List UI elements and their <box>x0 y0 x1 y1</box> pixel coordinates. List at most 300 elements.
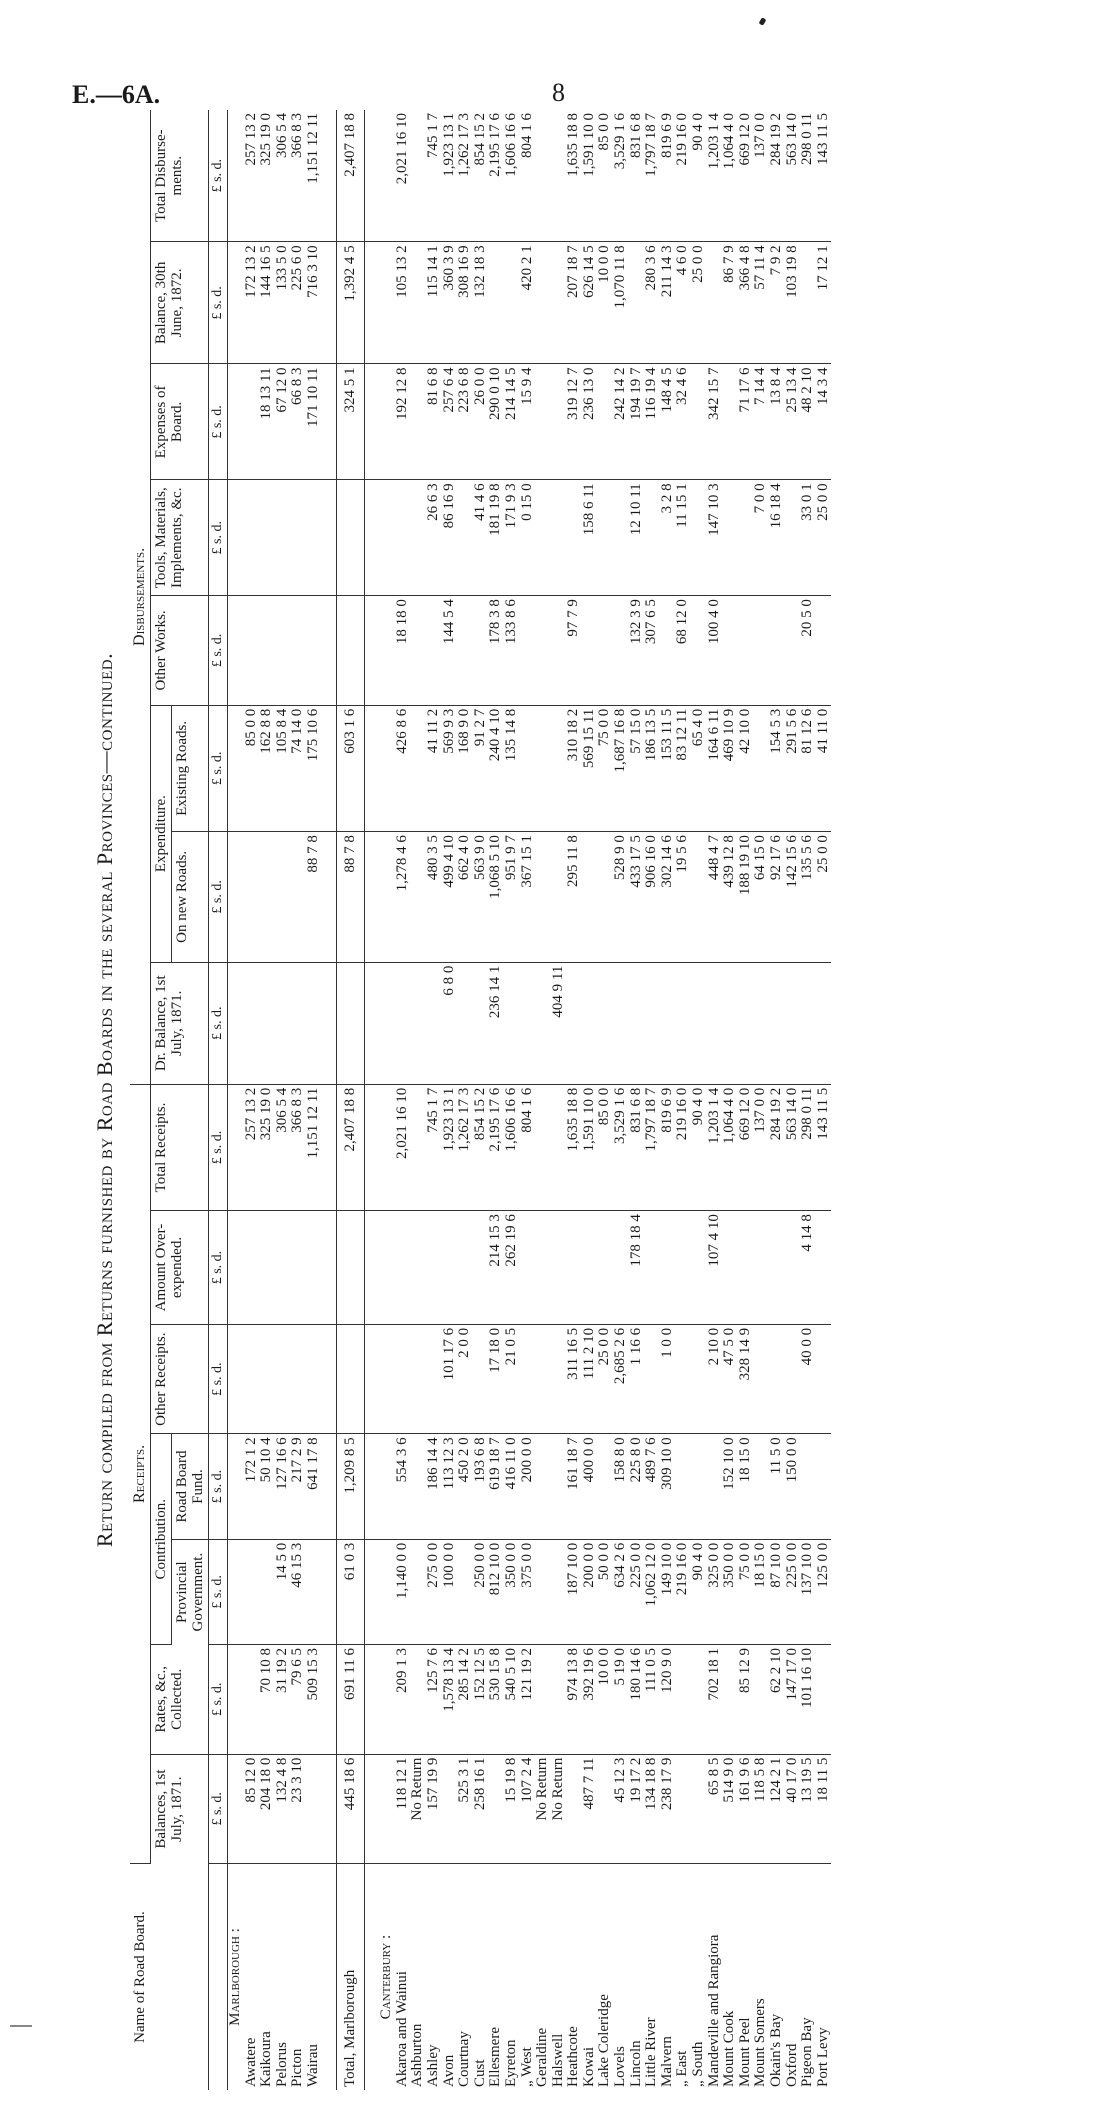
board-name: „ South <box>690 2041 707 2087</box>
empty-cell <box>379 1434 395 1539</box>
cell-value: 433 17 5 <box>629 832 645 963</box>
empty-cell <box>379 480 395 596</box>
cell-value: 257 13 2 <box>244 110 260 242</box>
units-label: £ s. d. <box>209 1211 228 1325</box>
cell-value: 23 3 10 <box>290 1754 306 1864</box>
cell-value: 168 9 0 <box>457 705 473 831</box>
cell-value: 240 4 10 <box>488 705 504 831</box>
cell-value <box>535 832 551 963</box>
rotated-return-table <box>90 110 1065 2090</box>
cell-value <box>410 1645 426 1755</box>
cell-value: 178 3 8 <box>488 596 504 706</box>
cell-value: 13 8 4 <box>769 364 785 480</box>
cell-value: 154 5 3 <box>769 705 785 831</box>
empty-cell <box>228 110 244 242</box>
cell-value <box>535 1539 551 1644</box>
cell-value: 569 9 3 <box>442 705 458 831</box>
board-name: Kowai <box>580 2047 597 2087</box>
cell-value <box>566 1211 582 1325</box>
cell-value: 14 3 4 <box>816 364 832 480</box>
cell-value: 161 18 7 <box>566 1434 582 1539</box>
cell-value <box>769 1324 785 1434</box>
cell-value: 1,578 13 4 <box>442 1645 458 1755</box>
cell-value: 125 0 0 <box>816 1539 832 1644</box>
cell-value: 135 5 6 <box>800 832 816 963</box>
empty-cell <box>379 242 395 364</box>
empty-cell <box>322 596 337 706</box>
cell-value: 3 2 8 <box>660 480 676 596</box>
col-rates: Rates, &c., Collected. <box>151 1645 209 1755</box>
empty-cell <box>365 1539 380 1644</box>
empty-cell <box>228 1539 244 1644</box>
cell-value <box>660 596 676 706</box>
cell-value <box>535 962 551 1084</box>
col-name: Name of Road Board. <box>130 1864 209 2090</box>
cell-value <box>675 1434 691 1539</box>
cell-value: 81 12 6 <box>800 705 816 831</box>
cell-value: 366 4 8 <box>738 242 754 364</box>
units-label: £ s. d. <box>209 705 228 831</box>
cell-value: 310 18 2 <box>566 705 582 831</box>
empty-cell <box>365 480 380 596</box>
cell-value: 325 19 0 <box>259 1084 275 1210</box>
cell-value <box>520 1211 536 1325</box>
cell-value: 525 3 1 <box>457 1754 473 1864</box>
cell-value <box>410 1539 426 1644</box>
cell-value <box>275 1211 291 1325</box>
cell-value: 819 6 9 <box>660 1084 676 1210</box>
table-row <box>816 110 832 2090</box>
board-name: Kaikoura <box>258 2031 275 2087</box>
cell-value: 448 4 7 <box>707 832 723 963</box>
cell-value: 164 6 11 <box>707 705 723 831</box>
cell-value <box>738 480 754 596</box>
cell-value: 41 4 6 <box>473 480 489 596</box>
cell-value: 31 19 2 <box>275 1645 291 1755</box>
cell-value: 134 18 8 <box>644 1754 660 1864</box>
cell-value <box>644 1211 660 1325</box>
cell-value: 200 0 0 <box>520 1434 536 1539</box>
cell-value: 211 14 3 <box>660 242 676 364</box>
cell-value: 1,687 16 8 <box>613 705 629 831</box>
cell-value: 528 9 0 <box>613 832 629 963</box>
cell-value: 62 2 10 <box>769 1645 785 1755</box>
cell-value <box>566 962 582 1084</box>
cell-value: 1,262 17 3 <box>457 110 473 242</box>
cell-value <box>336 962 365 1084</box>
empty-cell <box>379 1539 395 1644</box>
cell-value: No Return <box>535 1754 551 1864</box>
cell-value: 75 0 0 <box>738 1539 754 1644</box>
table-row <box>597 110 613 2090</box>
cell-value: 3,529 1 6 <box>613 110 629 242</box>
cell-value: 162 8 8 <box>259 705 275 831</box>
cell-value <box>457 1539 473 1644</box>
table-row <box>244 110 260 2090</box>
cell-value <box>551 1211 567 1325</box>
units-label: £ s. d. <box>209 110 228 242</box>
cell-value: 204 18 0 <box>259 1754 275 1864</box>
cell-value <box>535 1324 551 1434</box>
empty-cell <box>322 1434 337 1539</box>
cell-value <box>426 962 442 1084</box>
cell-value <box>426 1211 442 1325</box>
cell-value: 745 1 7 <box>426 110 442 242</box>
cell-value: 716 3 10 <box>306 242 322 364</box>
cell-value <box>306 1539 322 1644</box>
empty-cell <box>228 1084 244 1210</box>
cell-value: 150 0 0 <box>785 1434 801 1539</box>
empty-cell <box>365 962 380 1084</box>
cell-value: 530 15 8 <box>488 1645 504 1755</box>
cell-value: 10 0 0 <box>597 1645 613 1755</box>
cell-value: 47 5 0 <box>722 1324 738 1434</box>
units-label: £ s. d. <box>209 832 228 963</box>
cell-value <box>290 480 306 596</box>
cell-value: 111 0 5 <box>644 1645 660 1755</box>
cell-value <box>644 1324 660 1434</box>
cell-value <box>306 1754 322 1864</box>
empty-cell <box>365 596 380 706</box>
board-name: Halswell <box>549 2033 566 2087</box>
empty-cell <box>365 1324 380 1434</box>
cell-value: 25 0 0 <box>816 832 832 963</box>
cell-value <box>259 1211 275 1325</box>
cell-value: 342 15 7 <box>707 364 723 480</box>
cell-value: 641 17 8 <box>306 1434 322 1539</box>
cell-value: 88 7 8 <box>336 832 365 963</box>
cell-value <box>410 480 426 596</box>
table-row <box>785 110 801 2090</box>
units-blank <box>209 1864 228 2090</box>
cell-value: 219 16 0 <box>675 1539 691 1644</box>
cell-value <box>473 1324 489 1434</box>
cell-value: 1,278 4 6 <box>395 832 411 963</box>
cell-value: 1,140 0 0 <box>395 1539 411 1644</box>
cell-value <box>582 596 598 706</box>
cell-value: 1,797 18 7 <box>644 1084 660 1210</box>
cell-value: 132 4 8 <box>275 1754 291 1864</box>
cell-value: 284 19 2 <box>769 110 785 242</box>
col-balance-june: Balance, 30th June, 1872. <box>151 242 209 364</box>
cell-value: 1,064 4 0 <box>722 1084 738 1210</box>
section-heading-row <box>379 110 395 2090</box>
empty-cell <box>322 480 337 596</box>
cell-value: 57 15 0 <box>629 705 645 831</box>
cell-value: 137 0 0 <box>753 1084 769 1210</box>
table-row <box>395 110 411 2090</box>
total-row <box>336 110 365 2090</box>
cell-value: 1,392 4 5 <box>336 242 365 364</box>
cell-value: 192 12 8 <box>395 364 411 480</box>
cell-value: 209 1 3 <box>395 1645 411 1755</box>
cell-value: 325 0 0 <box>707 1539 723 1644</box>
cell-value <box>816 596 832 706</box>
cell-value: 236 13 0 <box>582 364 598 480</box>
cell-value <box>629 962 645 1084</box>
cell-value: 1,151 12 11 <box>306 110 322 242</box>
cell-value <box>551 705 567 831</box>
board-name: Cust <box>471 2059 488 2087</box>
cell-value <box>395 1211 411 1325</box>
cell-value: 61 0 3 <box>336 1539 365 1644</box>
cell-value: 1,203 1 4 <box>707 110 723 242</box>
cell-value <box>722 962 738 1084</box>
cell-value: 319 12 7 <box>566 364 582 480</box>
table-body <box>228 110 832 2090</box>
board-name: Oxford <box>783 2043 800 2087</box>
cell-value <box>753 1324 769 1434</box>
cell-value <box>785 596 801 706</box>
board-name: „ East <box>674 2050 691 2087</box>
empty-cell <box>365 1754 380 1864</box>
cell-value: 81 6 8 <box>426 364 442 480</box>
cell-value: 158 6 11 <box>582 480 598 596</box>
cell-value: 489 7 6 <box>644 1434 660 1539</box>
cell-value: 350 0 0 <box>504 1539 520 1644</box>
cell-value: 74 14 0 <box>290 705 306 831</box>
cell-value <box>244 364 260 480</box>
cell-value: 71 17 6 <box>738 364 754 480</box>
board-name: Avon <box>440 2054 457 2087</box>
cell-value: 1,606 16 6 <box>504 110 520 242</box>
cell-value <box>597 364 613 480</box>
cell-value: 48 2 10 <box>800 364 816 480</box>
cell-value: 974 13 8 <box>566 1645 582 1755</box>
board-name: Mount Peel <box>736 2017 753 2087</box>
cell-value: 15 19 8 <box>504 1754 520 1864</box>
cell-value <box>722 364 738 480</box>
cell-value <box>691 832 707 963</box>
table-row <box>738 110 754 2090</box>
cell-value <box>275 480 291 596</box>
units-label: £ s. d. <box>209 1754 228 1864</box>
empty-cell <box>322 1324 337 1434</box>
cell-value: 41 11 0 <box>816 705 832 831</box>
cell-value <box>691 364 707 480</box>
ink-speck <box>759 17 767 26</box>
empty-cell <box>322 1211 337 1325</box>
cell-value: 634 2 6 <box>613 1539 629 1644</box>
cell-value: 6 8 0 <box>442 962 458 1084</box>
cell-value: 214 15 3 <box>488 1211 504 1325</box>
cell-value: 113 12 3 <box>442 1434 458 1539</box>
road-board-table <box>130 110 831 2090</box>
empty-cell <box>379 110 395 242</box>
cell-value: 1,262 17 3 <box>457 1084 473 1210</box>
cell-value <box>551 1539 567 1644</box>
cell-value <box>816 1211 832 1325</box>
cell-value: 5 19 0 <box>613 1645 629 1755</box>
cell-value <box>457 480 473 596</box>
cell-value <box>410 596 426 706</box>
cell-value: 563 9 0 <box>473 832 489 963</box>
cell-value: 26 6 3 <box>426 480 442 596</box>
cell-value <box>259 1324 275 1434</box>
board-name: Lincoln <box>627 2040 644 2087</box>
group-receipts: Receipts. <box>130 1084 151 1863</box>
cell-value <box>336 480 365 596</box>
empty-cell <box>322 1645 337 1755</box>
cell-value: 469 10 9 <box>722 705 738 831</box>
col-total-receipts: Total Receipts. <box>151 1084 209 1210</box>
cell-value: 83 12 11 <box>675 705 691 831</box>
cell-value: 1 0 0 <box>660 1324 676 1434</box>
cell-value: 603 1 6 <box>336 705 365 831</box>
cell-value: 148 4 5 <box>660 364 676 480</box>
cell-value: 262 19 6 <box>504 1211 520 1325</box>
cell-value: 626 14 5 <box>582 242 598 364</box>
board-name: Eyreton <box>502 2039 519 2087</box>
cell-value: 15 9 4 <box>520 364 536 480</box>
cell-value: 250 0 0 <box>473 1539 489 1644</box>
cell-value: 107 2 4 <box>520 1754 536 1864</box>
cell-value: 7 9 2 <box>769 242 785 364</box>
cell-value: 85 0 0 <box>244 705 260 831</box>
cell-value <box>753 1645 769 1755</box>
cell-value <box>336 1324 365 1434</box>
empty-cell <box>365 1864 380 2090</box>
cell-value: 200 0 0 <box>582 1539 598 1644</box>
table-row <box>290 110 306 2090</box>
group-expenditure: Expenditure. <box>151 705 172 962</box>
empty-cell <box>322 962 337 1084</box>
cell-value <box>535 480 551 596</box>
cell-value: 25 13 4 <box>785 364 801 480</box>
cell-value: 509 15 3 <box>306 1645 322 1755</box>
cell-value <box>785 1324 801 1434</box>
cell-value <box>244 1324 260 1434</box>
col-other-receipts: Other Receipts. <box>151 1324 209 1434</box>
empty-cell <box>228 364 244 480</box>
cell-value <box>597 1434 613 1539</box>
cell-value <box>488 1754 504 1864</box>
cell-value: 214 14 5 <box>504 364 520 480</box>
table-row <box>644 110 660 2090</box>
cell-value <box>426 1324 442 1434</box>
scan-mark <box>10 2025 32 2027</box>
empty-cell <box>228 1645 244 1755</box>
cell-value <box>691 962 707 1084</box>
cell-value: 439 12 8 <box>722 832 738 963</box>
empty-cell <box>322 110 337 242</box>
units-row <box>209 110 228 2090</box>
cell-value <box>738 596 754 706</box>
cell-value: 137 0 0 <box>753 110 769 242</box>
board-name: Mount Somers <box>752 1998 769 2087</box>
cell-value <box>336 596 365 706</box>
cell-value: 124 2 1 <box>769 1754 785 1864</box>
units-label: £ s. d. <box>209 480 228 596</box>
cell-value: 57 11 4 <box>753 242 769 364</box>
cell-value: 143 11 5 <box>816 110 832 242</box>
cell-value: 2,021 16 10 <box>395 1084 411 1210</box>
empty-cell <box>228 242 244 364</box>
cell-value <box>410 1211 426 1325</box>
cell-value: 445 18 6 <box>336 1754 365 1864</box>
cell-value: 258 16 1 <box>473 1754 489 1864</box>
cell-value <box>613 962 629 1084</box>
cell-value <box>566 480 582 596</box>
cell-value <box>660 962 676 1084</box>
cell-value <box>691 1211 707 1325</box>
cell-value <box>259 596 275 706</box>
cell-value: 45 12 3 <box>613 1754 629 1864</box>
cell-value: 75 0 0 <box>597 705 613 831</box>
table-row <box>473 110 489 2090</box>
cell-value: 1,062 12 0 <box>644 1539 660 1644</box>
cell-value: 171 9 3 <box>504 480 520 596</box>
board-name: Akaroa and Wainui <box>393 1971 410 2087</box>
units-label: £ s. d. <box>209 1324 228 1434</box>
cell-value <box>738 1211 754 1325</box>
table-row <box>769 110 785 2090</box>
board-name: Port Levy <box>814 2027 831 2087</box>
cell-value: 16 18 4 <box>769 480 785 596</box>
empty-cell <box>365 110 380 242</box>
cell-value <box>785 1211 801 1325</box>
cell-value: 10 0 0 <box>597 242 613 364</box>
cell-value <box>722 596 738 706</box>
cell-value: 40 0 0 <box>800 1324 816 1434</box>
cell-value: 121 19 2 <box>520 1645 536 1755</box>
cell-value <box>410 242 426 364</box>
table-row <box>691 110 707 2090</box>
cell-value: 257 13 2 <box>244 1084 260 1210</box>
col-existing-roads: Existing Roads. <box>172 705 209 831</box>
table-row <box>675 110 691 2090</box>
cell-value: 951 9 7 <box>504 832 520 963</box>
cell-value <box>410 962 426 1084</box>
cell-value: 284 19 2 <box>769 1084 785 1210</box>
board-name: Little River <box>643 2017 660 2087</box>
cell-value: 26 0 0 <box>473 364 489 480</box>
cell-value <box>551 364 567 480</box>
table-row <box>629 110 645 2090</box>
cell-value: 158 8 0 <box>613 1434 629 1539</box>
cell-value: 107 4 10 <box>707 1211 723 1325</box>
cell-value: 100 0 0 <box>442 1539 458 1644</box>
cell-value: 514 9 0 <box>722 1754 738 1864</box>
cell-value: 97 7 9 <box>566 596 582 706</box>
cell-value: 1,635 18 8 <box>566 1084 582 1210</box>
cell-value: 85 0 0 <box>597 1084 613 1210</box>
cell-value: 2,407 18 8 <box>336 110 365 242</box>
cell-value: 1,923 13 1 <box>442 110 458 242</box>
cell-value: 25 0 0 <box>597 1324 613 1434</box>
cell-value: 450 2 0 <box>457 1434 473 1539</box>
cell-value: 325 19 0 <box>259 110 275 242</box>
cell-value <box>582 1211 598 1325</box>
cell-value: 118 12 1 <box>395 1754 411 1864</box>
cell-value <box>722 1645 738 1755</box>
cell-value: 2,195 17 6 <box>488 110 504 242</box>
cell-value <box>535 596 551 706</box>
empty-cell <box>379 1645 395 1755</box>
cell-value <box>473 962 489 1084</box>
cell-value: 88 7 8 <box>306 832 322 963</box>
cell-value <box>597 480 613 596</box>
cell-value: 1,209 8 5 <box>336 1434 365 1539</box>
spacer-row <box>365 110 380 2090</box>
table-row <box>504 110 520 2090</box>
cell-value: 831 6 8 <box>629 110 645 242</box>
table-row <box>259 110 275 2090</box>
cell-value <box>785 480 801 596</box>
units-label: £ s. d. <box>209 596 228 706</box>
cell-value: 236 14 1 <box>488 962 504 1084</box>
board-name: Mandeville and Rangiora <box>705 1934 722 2087</box>
